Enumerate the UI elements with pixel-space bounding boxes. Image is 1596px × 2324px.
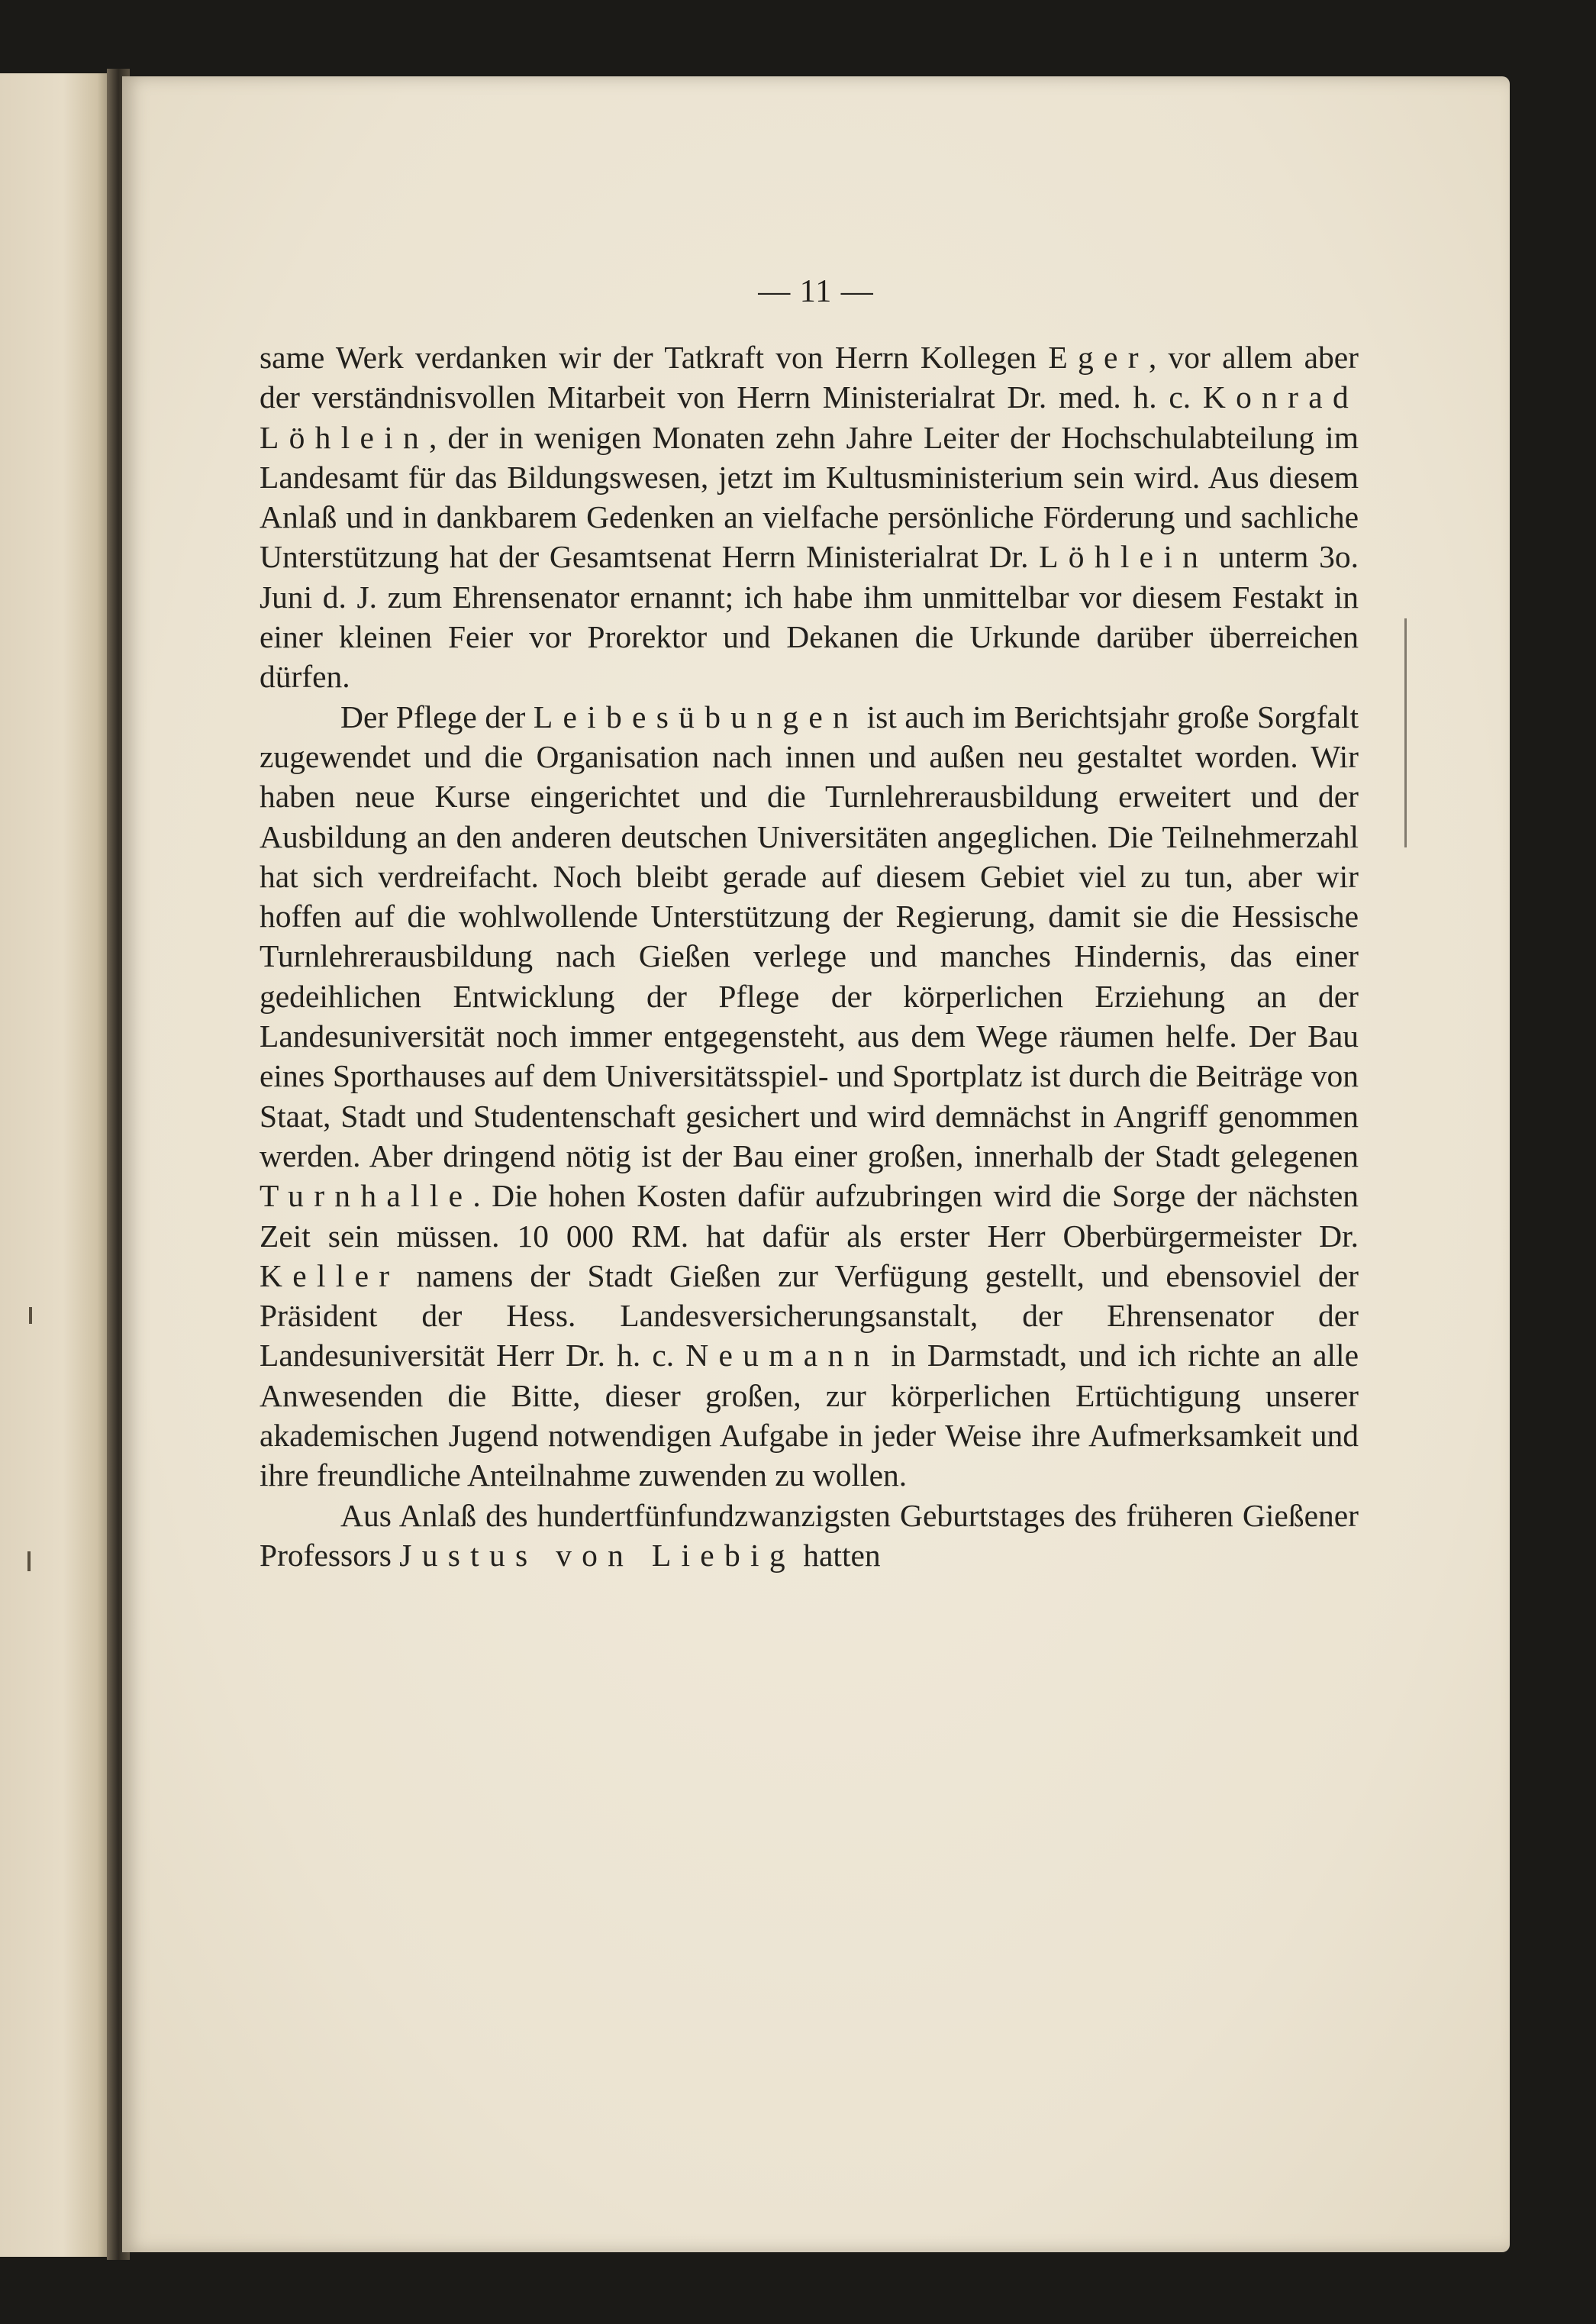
text-run: , vor allem aber der verständnisvollen Mitarbeit von Herrn Ministerialrat Dr. med. h. c. <box>260 340 1359 415</box>
facing-page-edge <box>0 73 114 2257</box>
text-run: namens der Stadt Gießen zur Verfügung gestellt, und ebensoviel der Präsident der Hess. Landesversicherungsanstalt, der Ehrensenator der Landesuniversität Herr Dr. h. c. <box>260 1257 1359 1373</box>
text-run: same Werk verdanken wir der Tatkraft von Herrn Kollegen <box>260 340 1049 375</box>
page-number: — 11 — <box>758 274 874 309</box>
text-run: hatten <box>795 1537 881 1573</box>
text-run: Der Pflege der <box>340 699 534 734</box>
spaced-name: Justus von Liebig <box>399 1537 795 1573</box>
spaced-name: Keller <box>260 1257 400 1293</box>
spaced-name: Leibesübungen <box>533 699 859 734</box>
spaced-name: Konrad Löhlein <box>260 379 1359 455</box>
text-run: in Darmstadt, und ich richte an alle Anwesenden die Bitte, dieser großen, zur körperlichen Ertüchtigung unserer akademischen Jugend notwendigen Aufgabe in jeder Weise ihre Aufmerksamkeit und ihre freundliche Anteilnahme zuwenden zu wollen. <box>260 1338 1359 1493</box>
paragraph-2 <box>260 697 1359 1496</box>
text-run: . Die hohen Kosten dafür aufzubringen wird die Sorge der nächsten Zeit sein müssen. 10 000 RM. hat dafür als erster Herr Oberbürgermeister Dr. <box>260 1178 1359 1254</box>
text-run: unterm 3o. Juni d. J. zum Ehrensenator ernannt; ich habe ihm unmittelbar vor diesem Festakt in einer kleinen Feier vor Prorektor und Dekanen die Urkunde darüber überreichen dürfen. <box>260 539 1359 695</box>
paragraph-1 <box>260 337 1359 697</box>
paragraph-3 <box>260 1496 1359 1576</box>
pencil-margin-line <box>1404 618 1407 847</box>
spaced-name: Eger <box>1048 340 1149 375</box>
spaced-name: Neumann <box>685 1338 880 1373</box>
text-run: Aus Anlaß des hundertfünfundzwanzigsten Geburtstages des früheren Gießener Professors <box>260 1497 1359 1573</box>
body-text <box>260 337 1359 1575</box>
spaced-name: Löhlein <box>1039 539 1209 575</box>
book-page <box>122 76 1510 2252</box>
margin-dot <box>27 1551 31 1571</box>
margin-dot <box>29 1307 32 1324</box>
spaced-name: Turnhalle <box>260 1178 473 1214</box>
text-run: ist auch im Berichtsjahr große Sorgfalt zugewendet und die Organisation nach innen und außen neu gestaltet worden. Wir haben neue Kurse eingerichtet und die Turnlehrerausbildung erweitert und der Ausbildung an den anderen deutschen Universitäten angeglichen. Die Teilnehmerzahl hat sich verdreifacht. Noch bleibt gerade auf diesem Gebiet viel zu tun, aber wir hoffen auf die wohlwollende Unterstützung der Regierung, damit sie die Hessische Turnlehrerausbildung nach Gießen verlege und manches Hindernis, das einer gedeihlichen Entwicklung der Pflege der körperlichen Erziehung an der Landesuniversität noch immer entgegensteht, aus dem Wege räumen helfe. Der Bau eines Sporthauses auf dem Universitätsspiel- und Sportplatz ist durch die Beiträge von Staat, Stadt und Studentenschaft gesichert und wird demnächst in Angriff genommen werden. Aber dringend nötig ist der Bau einer großen, innerhalb der Stadt gelegenen <box>260 699 1359 1173</box>
text-run: , der in wenigen Monaten zehn Jahre Leiter der Hochschulabteilung im Landesamt für das Bildungswesen, jetzt im Kultusministerium sein wird. Aus diesem Anlaß und in dankbarem Gedenken an vielfache persönliche Förderung und sachliche Unterstützung hat der Gesamtsenat Herrn Ministerialrat Dr. <box>260 419 1359 575</box>
